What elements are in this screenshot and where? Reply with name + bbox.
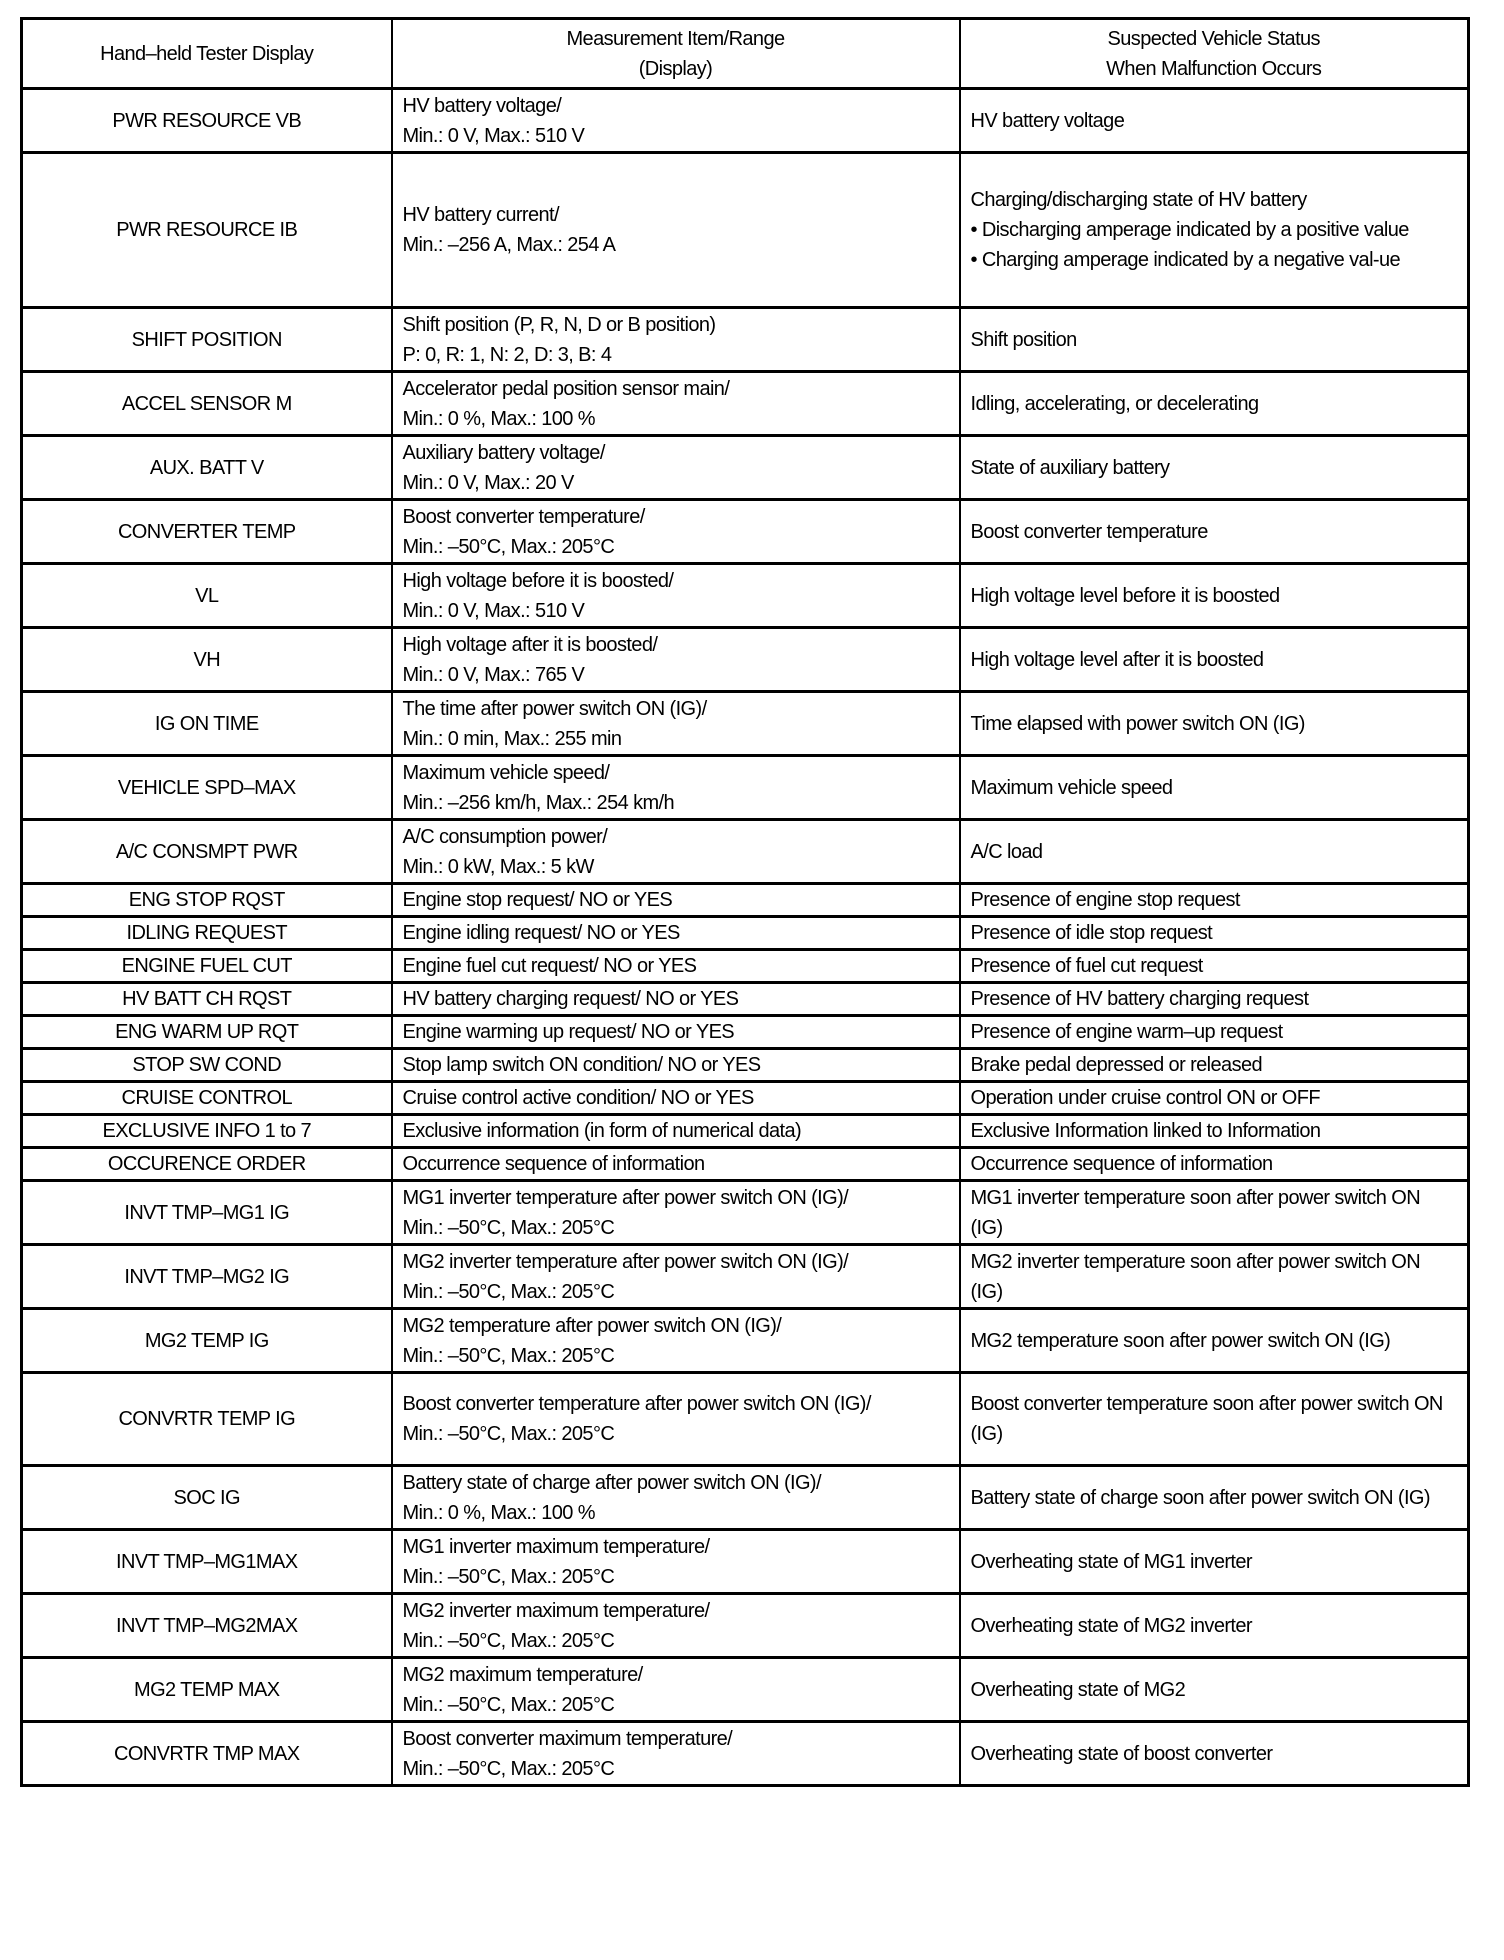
- suspected-status-cell: Overheating state of MG1 inverter: [960, 1530, 1469, 1594]
- table-row: [22, 1658, 1469, 1722]
- table-row: [22, 756, 1469, 820]
- table-row: [22, 1530, 1469, 1594]
- tester-display-cell: OCCURENCE ORDER: [22, 1148, 392, 1181]
- measurement-range-cell: Engine stop request/ NO or YES: [392, 884, 960, 917]
- measurement-range-cell: Maximum vehicle speed/ Min.: –256 km/h, Max.: 254 km/h: [392, 756, 960, 820]
- table-row: [22, 983, 1469, 1016]
- measurement-range-cell: High voltage after it is boosted/ Min.: 0 V, Max.: 765 V: [392, 628, 960, 692]
- tester-display-cell: ENG STOP RQST: [22, 884, 392, 917]
- measurement-range-cell: Boost converter temperature/ Min.: –50°C, Max.: 205°C: [392, 500, 960, 564]
- measurement-range-cell: MG1 inverter temperature after power switch ON (IG)/ Min.: –50°C, Max.: 205°C: [392, 1181, 960, 1245]
- measurement-range-cell: Engine warming up request/ NO or YES: [392, 1016, 960, 1049]
- tester-display-cell: IG ON TIME: [22, 692, 392, 756]
- table-row: [22, 917, 1469, 950]
- suspected-status-cell: Charging/discharging state of HV battery • Discharging amperage indicated by a positive value • Charging amperage indicated by a negative val-ue: [960, 153, 1469, 308]
- suspected-status-cell: MG2 inverter temperature soon after power switch ON (IG): [960, 1245, 1469, 1309]
- tester-display-cell: ENGINE FUEL CUT: [22, 950, 392, 983]
- suspected-status-cell: Presence of idle stop request: [960, 917, 1469, 950]
- suspected-status-cell: Brake pedal depressed or released: [960, 1049, 1469, 1082]
- suspected-status-cell: Boost converter temperature soon after power switch ON (IG): [960, 1373, 1469, 1466]
- tester-display-cell: CONVRTR TEMP IG: [22, 1373, 392, 1466]
- tester-display-cell: IDLING REQUEST: [22, 917, 392, 950]
- measurement-range-cell: MG1 inverter maximum temperature/ Min.: –50°C, Max.: 205°C: [392, 1530, 960, 1594]
- measurement-range-cell: Auxiliary battery voltage/ Min.: 0 V, Max.: 20 V: [392, 436, 960, 500]
- table-row: [22, 500, 1469, 564]
- suspected-status-cell: Maximum vehicle speed: [960, 756, 1469, 820]
- table-row: [22, 1466, 1469, 1530]
- measurement-range-cell: Occurrence sequence of information: [392, 1148, 960, 1181]
- table-row: [22, 1594, 1469, 1658]
- tester-display-cell: SHIFT POSITION: [22, 308, 392, 372]
- table-row: [22, 820, 1469, 884]
- measurement-range-cell: Exclusive information (in form of numerical data): [392, 1115, 960, 1148]
- measurement-range-cell: HV battery charging request/ NO or YES: [392, 983, 960, 1016]
- header-measurement-range: Measurement Item/Range (Display): [392, 19, 960, 89]
- tester-display-cell: VL: [22, 564, 392, 628]
- suspected-status-cell: Overheating state of boost converter: [960, 1722, 1469, 1786]
- suspected-status-cell: Operation under cruise control ON or OFF: [960, 1082, 1469, 1115]
- tester-display-cell: AUX. BATT V: [22, 436, 392, 500]
- tester-display-cell: PWR RESOURCE VB: [22, 89, 392, 153]
- table-row: [22, 1115, 1469, 1148]
- suspected-status-cell: HV battery voltage: [960, 89, 1469, 153]
- tester-display-cell: MG2 TEMP IG: [22, 1309, 392, 1373]
- table-row: [22, 372, 1469, 436]
- tester-display-cell: A/C CONSMPT PWR: [22, 820, 392, 884]
- table-row: [22, 692, 1469, 756]
- measurement-range-cell: Engine idling request/ NO or YES: [392, 917, 960, 950]
- measurement-range-cell: Boost converter temperature after power switch ON (IG)/ Min.: –50°C, Max.: 205°C: [392, 1373, 960, 1466]
- data-list-table: [20, 17, 1470, 1787]
- table-body: [22, 89, 1469, 1786]
- suspected-status-cell: Presence of HV battery charging request: [960, 983, 1469, 1016]
- table-row: [22, 1016, 1469, 1049]
- header-tester-display: Hand–held Tester Display: [22, 19, 392, 89]
- table-row: [22, 564, 1469, 628]
- table-row: [22, 1373, 1469, 1466]
- tester-display-cell: EXCLUSIVE INFO 1 to 7: [22, 1115, 392, 1148]
- suspected-status-cell: Presence of engine warm–up request: [960, 1016, 1469, 1049]
- tester-display-cell: INVT TMP–MG2 IG: [22, 1245, 392, 1309]
- tester-display-cell: VH: [22, 628, 392, 692]
- suspected-status-cell: A/C load: [960, 820, 1469, 884]
- tester-display-cell: ACCEL SENSOR M: [22, 372, 392, 436]
- suspected-status-cell: Battery state of charge soon after power switch ON (IG): [960, 1466, 1469, 1530]
- tester-display-cell: CRUISE CONTROL: [22, 1082, 392, 1115]
- measurement-range-cell: HV battery voltage/ Min.: 0 V, Max.: 510 V: [392, 89, 960, 153]
- suspected-status-cell: MG2 temperature soon after power switch ON (IG): [960, 1309, 1469, 1373]
- suspected-status-cell: High voltage level after it is boosted: [960, 628, 1469, 692]
- measurement-range-cell: The time after power switch ON (IG)/ Min.: 0 min, Max.: 255 min: [392, 692, 960, 756]
- tester-display-cell: CONVRTR TMP MAX: [22, 1722, 392, 1786]
- suspected-status-cell: Overheating state of MG2: [960, 1658, 1469, 1722]
- table-row: [22, 884, 1469, 917]
- suspected-status-cell: High voltage level before it is boosted: [960, 564, 1469, 628]
- measurement-range-cell: A/C consumption power/ Min.: 0 kW, Max.: 5 kW: [392, 820, 960, 884]
- measurement-range-cell: MG2 inverter maximum temperature/ Min.: –50°C, Max.: 205°C: [392, 1594, 960, 1658]
- measurement-range-cell: Engine fuel cut request/ NO or YES: [392, 950, 960, 983]
- tester-display-cell: VEHICLE SPD–MAX: [22, 756, 392, 820]
- measurement-range-cell: MG2 temperature after power switch ON (IG)/ Min.: –50°C, Max.: 205°C: [392, 1309, 960, 1373]
- tester-display-cell: HV BATT CH RQST: [22, 983, 392, 1016]
- measurement-range-cell: Accelerator pedal position sensor main/ Min.: 0 %, Max.: 100 %: [392, 372, 960, 436]
- suspected-status-cell: Shift position: [960, 308, 1469, 372]
- tester-display-cell: SOC IG: [22, 1466, 392, 1530]
- measurement-range-cell: Battery state of charge after power switch ON (IG)/ Min.: 0 %, Max.: 100 %: [392, 1466, 960, 1530]
- suspected-status-cell: Overheating state of MG2 inverter: [960, 1594, 1469, 1658]
- tester-display-cell: CONVERTER TEMP: [22, 500, 392, 564]
- measurement-range-cell: MG2 inverter temperature after power switch ON (IG)/ Min.: –50°C, Max.: 205°C: [392, 1245, 960, 1309]
- suspected-status-cell: Presence of fuel cut request: [960, 950, 1469, 983]
- suspected-status-cell: Presence of engine stop request: [960, 884, 1469, 917]
- measurement-range-cell: MG2 maximum temperature/ Min.: –50°C, Max.: 205°C: [392, 1658, 960, 1722]
- suspected-status-cell: MG1 inverter temperature soon after power switch ON (IG): [960, 1181, 1469, 1245]
- suspected-status-cell: Idling, accelerating, or decelerating: [960, 372, 1469, 436]
- table-row: [22, 1245, 1469, 1309]
- suspected-status-cell: Occurrence sequence of information: [960, 1148, 1469, 1181]
- tester-display-cell: STOP SW COND: [22, 1049, 392, 1082]
- table-row: [22, 1049, 1469, 1082]
- suspected-status-cell: Boost converter temperature: [960, 500, 1469, 564]
- tester-display-cell: PWR RESOURCE IB: [22, 153, 392, 308]
- measurement-range-cell: Shift position (P, R, N, D or B position) P: 0, R: 1, N: 2, D: 3, B: 4: [392, 308, 960, 372]
- table-row: [22, 153, 1469, 308]
- table-row: [22, 950, 1469, 983]
- header-suspected-status: Suspected Vehicle Status When Malfunction Occurs: [960, 19, 1469, 89]
- table-row: [22, 1148, 1469, 1181]
- table-row: [22, 1181, 1469, 1245]
- tester-display-cell: ENG WARM UP RQT: [22, 1016, 392, 1049]
- table-row: [22, 89, 1469, 153]
- table-row: [22, 436, 1469, 500]
- measurement-range-cell: High voltage before it is boosted/ Min.: 0 V, Max.: 510 V: [392, 564, 960, 628]
- table-header-row: [22, 19, 1469, 89]
- table-row: [22, 628, 1469, 692]
- suspected-status-cell: State of auxiliary battery: [960, 436, 1469, 500]
- measurement-range-cell: HV battery current/ Min.: –256 A, Max.: 254 A: [392, 153, 960, 308]
- table-row: [22, 1082, 1469, 1115]
- measurement-range-cell: Stop lamp switch ON condition/ NO or YES: [392, 1049, 960, 1082]
- tester-display-cell: MG2 TEMP MAX: [22, 1658, 392, 1722]
- table-row: [22, 1309, 1469, 1373]
- suspected-status-cell: Exclusive Information linked to Information: [960, 1115, 1469, 1148]
- suspected-status-cell: Time elapsed with power switch ON (IG): [960, 692, 1469, 756]
- measurement-range-cell: Boost converter maximum temperature/ Min.: –50°C, Max.: 205°C: [392, 1722, 960, 1786]
- table-row: [22, 308, 1469, 372]
- table-row: [22, 1722, 1469, 1786]
- tester-display-cell: INVT TMP–MG2MAX: [22, 1594, 392, 1658]
- tester-display-cell: INVT TMP–MG1 IG: [22, 1181, 392, 1245]
- measurement-range-cell: Cruise control active condition/ NO or YES: [392, 1082, 960, 1115]
- tester-display-cell: INVT TMP–MG1MAX: [22, 1530, 392, 1594]
